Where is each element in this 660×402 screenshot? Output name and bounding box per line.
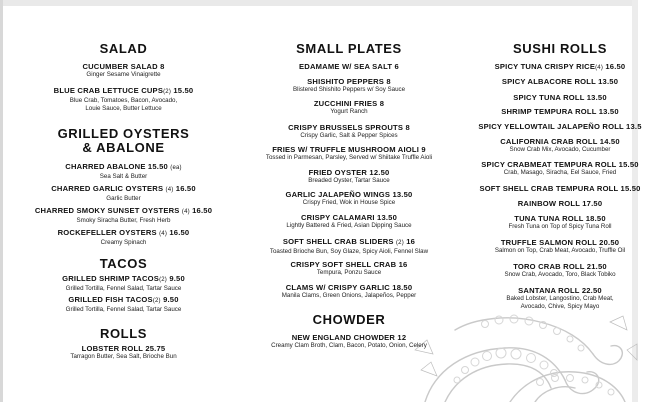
page-edge-top — [0, 0, 638, 6]
item-name: TORO CRAB ROLL — [513, 262, 585, 271]
item-description: Lightly Battered & Fried, Asian Dipping Sauce — [286, 222, 412, 229]
item-name: LOBSTER ROLL — [81, 344, 143, 353]
item-quantity: (2) — [159, 277, 167, 283]
item-price: 16.50 — [175, 184, 196, 193]
item-description: Blue Crab, Tomatoes, Bacon, Avocado, — [69, 97, 178, 104]
section-title-sushi-rolls: SUSHI ROLLS — [513, 41, 607, 56]
menu-item — [244, 123, 454, 140]
item-price: 12 — [397, 333, 407, 342]
item-name: SHISHITO PEPPERS — [307, 77, 385, 86]
item-price: 6 — [394, 62, 399, 71]
item-name: CRISPY SOFT SHELL CRAB — [290, 260, 397, 269]
item-name: SPICY TUNA ROLL — [513, 93, 585, 102]
item-description: Garlic Butter — [106, 195, 141, 202]
item-name: SOFT SHELL CRAB SLIDERS — [282, 237, 394, 246]
section-title-oysters-line2: & ABALONE — [82, 140, 165, 155]
item-description-line2: Avocado, Chive, Spicy Mayo — [520, 303, 600, 310]
item-price: 16 — [398, 260, 408, 269]
section-title-oysters: GRILLED OYSTERS — [57, 126, 190, 141]
menu-item — [31, 86, 216, 113]
menu-item — [244, 62, 454, 71]
item-price: 13.50 — [598, 107, 619, 116]
item-description: Grilled Tortilla, Fennel Salad, Tartar Sauce — [65, 285, 182, 292]
item-price: 13.50 — [598, 77, 619, 86]
item-quantity: (4) — [159, 231, 168, 237]
item-price: 18.50 — [585, 214, 606, 223]
item-description: Snow Crab, Avocado, Toro, Black Tobiko — [504, 271, 616, 278]
menu-item — [460, 160, 660, 177]
menu-item — [244, 237, 454, 256]
item-description: Crispy Fried, Wok in House Spice — [302, 199, 396, 206]
item-name: GRILLED FISH TACOS — [68, 295, 153, 304]
item-price: 15.50 — [620, 184, 641, 193]
item-name: GRILLED SHRIMP TACOS — [62, 274, 160, 283]
menu-item — [244, 333, 454, 350]
menu-item — [244, 190, 454, 207]
section-title-tacos: TACOS — [99, 256, 148, 271]
item-name: EDAMAME W/ SEA SALT — [299, 62, 393, 71]
item-quantity: (4) — [165, 187, 174, 193]
menu-item — [460, 93, 660, 102]
item-description: Creamy Clam Broth, Clam, Bacon, Potato, Onion, Celery — [271, 342, 427, 349]
item-price: 21.50 — [586, 262, 607, 271]
item-quantity: (2) — [395, 240, 404, 246]
item-quantity: (2) — [163, 89, 172, 95]
item-quantity: (ea) — [170, 165, 182, 171]
menu-item — [31, 62, 216, 79]
item-price: 8 — [160, 62, 165, 71]
menu-item — [31, 162, 216, 181]
item-description: Ginger Sesame Vinaigrette — [86, 71, 161, 78]
item-name: ZUCCHINI FRIES — [313, 99, 378, 108]
item-price: 13.50 — [377, 213, 398, 222]
item-price: 22.50 — [581, 286, 602, 295]
item-quantity: (2) — [152, 298, 161, 304]
item-name: SPICY CRABMEAT TEMPURA ROLL — [481, 160, 617, 169]
menu-item — [460, 77, 660, 86]
item-description: Crab, Masago, Siracha, Eel Sauce, Fried — [503, 169, 617, 176]
menu-item — [460, 214, 660, 231]
item-price: 8 — [386, 77, 391, 86]
menu-item — [460, 62, 660, 73]
item-name: SANTANA ROLL — [518, 286, 580, 295]
item-description: Tarragon Butter, Sea Salt, Brioche Bun — [70, 353, 177, 360]
item-price: 25.75 — [145, 344, 166, 353]
item-price: 17.50 — [582, 199, 603, 208]
menu-item — [31, 206, 216, 225]
item-price: 16 — [406, 237, 416, 246]
item-description: Blistered Shishito Peppers w/ Soy Sauce — [292, 86, 406, 93]
page-edge-left — [0, 0, 3, 402]
menu-item — [244, 260, 454, 277]
section-title-small-plates: SMALL PLATES — [296, 41, 402, 56]
item-description: Tossed in Parmesan, Parsley, Served w/ Shiitake Truffle Aioli — [265, 154, 433, 161]
item-price: 20.50 — [599, 238, 620, 247]
menu-item — [31, 228, 216, 247]
item-description: Smoky Siracha Butter, Fresh Herb — [76, 217, 171, 224]
item-price: 16.50 — [192, 206, 213, 215]
item-name: CHARRED SMOKY SUNSET OYSTERS — [34, 206, 180, 215]
item-name: FRIES W/ TRUFFLE MUSHROOM AIOLI — [272, 145, 420, 154]
item-name: RAINBOW ROLL — [517, 199, 580, 208]
menu-item — [460, 262, 660, 279]
item-price: 13.50 — [392, 190, 413, 199]
item-name: SHRIMP TEMPURA ROLL — [501, 107, 597, 116]
item-price: 8 — [405, 123, 410, 132]
item-price: 9 — [421, 145, 426, 154]
item-price: 13.50 — [586, 93, 607, 102]
item-description: Breaded Oyster, Tartar Sauce — [308, 177, 390, 184]
item-description: Sea Salt & Butter — [99, 173, 148, 180]
item-price: 9.50 — [163, 295, 179, 304]
item-name: CRISPY BRUSSELS SPROUTS — [288, 123, 404, 132]
menu-item — [460, 137, 660, 154]
menu-item — [244, 168, 454, 185]
item-price: 15.50 — [147, 162, 168, 171]
section-title-chowder: CHOWDER — [312, 312, 386, 327]
item-name: GARLIC JALAPEÑO WINGS — [285, 190, 391, 199]
menu-item — [244, 99, 454, 116]
menu-item — [244, 145, 454, 162]
menu-item — [460, 238, 660, 255]
menu-item — [31, 295, 216, 314]
item-price: 12.50 — [369, 168, 390, 177]
item-name: NEW ENGLAND CHOWDER — [291, 333, 396, 342]
menu-item — [460, 107, 660, 116]
menu-item — [460, 286, 660, 311]
item-name: SOFT SHELL CRAB TEMPURA ROLL — [479, 184, 619, 193]
menu-item — [31, 274, 216, 293]
menu-item — [244, 77, 454, 94]
item-description: Tempura, Ponzu Sauce — [316, 269, 382, 276]
menu-item — [460, 184, 660, 193]
menu-item — [31, 184, 216, 203]
item-name: CHARRED ABALONE — [65, 162, 146, 171]
menu-item — [460, 199, 660, 208]
item-name: CHARRED GARLIC OYSTERS — [51, 184, 164, 193]
section-title-salad: SALAD — [99, 41, 148, 56]
item-description: Fresh Tuna on Top of Spicy Tuna Roll — [508, 223, 612, 230]
menu-item — [31, 344, 216, 361]
item-description: Snow Crab Mix, Avocado, Cucumber — [509, 146, 611, 153]
item-price: 15.50 — [173, 86, 194, 95]
item-name: BLUE CRAB LETTUCE CUPS — [53, 86, 164, 95]
item-description: Salmon on Top, Crab Meat, Avocado, Truffle Oil — [494, 247, 626, 254]
item-description: Baked Lobster, Langostino, Crab Meat, — [506, 295, 614, 302]
item-description: Manila Clams, Green Onions, Jalapeños, Pepper — [281, 292, 417, 299]
item-price: 14.50 — [599, 137, 620, 146]
item-description: Grilled Tortilla, Fennel Salad, Tartar Sauce — [65, 306, 182, 313]
item-name: SPICY TUNA CRISPY RICE — [494, 62, 596, 71]
section-title-rolls: ROLLS — [99, 326, 148, 341]
item-quantity: (4) — [181, 209, 190, 215]
item-price: 16.50 — [605, 62, 626, 71]
item-name: CRISPY CALAMARI — [300, 213, 375, 222]
item-price: 9.50 — [169, 274, 185, 283]
item-name: ROCKEFELLER OYSTERS — [57, 228, 157, 237]
item-name: TUNA TUNA ROLL — [514, 214, 584, 223]
item-description: Crispy Garlic, Salt & Pepper Spices — [300, 132, 398, 139]
item-name: TRUFFLE SALMON ROLL — [500, 238, 597, 247]
item-price: 8 — [379, 99, 385, 108]
item-name: CALIFORNIA CRAB ROLL — [500, 137, 598, 146]
item-name: SPICY YELLOWTAIL JALAPEÑO ROLL — [478, 122, 624, 131]
item-price: 13.5 — [626, 122, 642, 131]
item-description: Toasted Brioche Bun, Soy Glaze, Spicy Aioli, Fennel Slaw — [269, 248, 429, 255]
item-name: SPICY ALBACORE ROLL — [501, 77, 596, 86]
item-quantity: (4) — [595, 65, 604, 71]
item-description: Yogurt Ranch — [330, 108, 368, 115]
item-name: CLAMS W/ CRISPY GARLIC — [285, 283, 390, 292]
menu-item — [244, 213, 454, 230]
item-description-line2: Louie Sauce, Butter Lettuce — [85, 105, 162, 112]
item-name: CUCUMBER SALAD — [82, 62, 158, 71]
item-price: 16.50 — [169, 228, 190, 237]
item-price: 18.50 — [392, 283, 413, 292]
item-description: Creamy Spinach — [100, 239, 147, 246]
item-price: 15.50 — [618, 160, 639, 169]
item-name: FRIED OYSTER — [308, 168, 368, 177]
menu-item — [460, 122, 660, 131]
menu-item — [244, 283, 454, 300]
